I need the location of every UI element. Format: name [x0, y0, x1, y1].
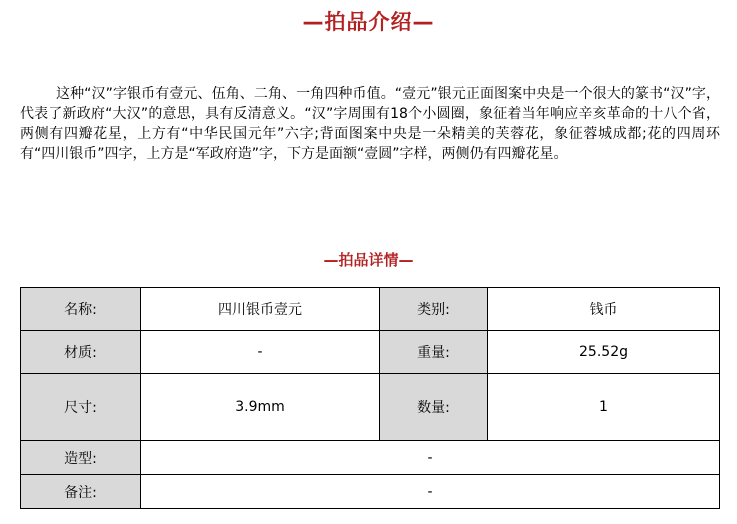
material-value: - — [141, 331, 380, 374]
table-row — [21, 374, 720, 441]
weight-label: 重量: — [380, 331, 488, 374]
table-row — [21, 288, 720, 331]
details-title: —拍品详情— — [323, 251, 414, 269]
category-label: 类别: — [380, 288, 488, 331]
table-row — [21, 441, 720, 475]
table-row — [21, 331, 720, 374]
material-label: 材质: — [21, 331, 141, 374]
remarks-value: - — [141, 475, 720, 509]
intro-title: —拍品介绍— — [302, 10, 435, 34]
shape-value: - — [141, 441, 720, 475]
table-row — [21, 475, 720, 509]
remarks-label: 备注: — [21, 475, 141, 509]
size-value: 3.9mm — [141, 374, 380, 441]
name-value: 四川银币壹元 — [141, 288, 380, 331]
size-label: 尺寸: — [21, 374, 141, 441]
name-label: 名称: — [21, 288, 141, 331]
shape-label: 造型: — [21, 441, 141, 475]
weight-value: 25.52g — [488, 331, 720, 374]
quantity-label: 数量: — [380, 374, 488, 441]
details-table — [20, 287, 720, 509]
intro-paragraph: 这种“汉”字银币有壹元、伍角、二角、一角四种币值。“壹元”银元正面图案中央是一个很大的篆书“汉”字，代表了新政府“大汉”的意思，具有反清意义。“汉”字周围有18个小圆圈，象征着当年响应辛亥革命的十八个省，两侧有四瓣花星，上方有“中华民国元年”六字;背面图案中央是一朵精美的芙蓉花，象征蓉城成都;花的四周环有“四川银币”四字，上方是“军政府造”字，下方是面额“壹圆”字样，两侧仍有四瓣花星。 — [20, 86, 720, 162]
category-value: 钱币 — [488, 288, 720, 331]
quantity-value: 1 — [488, 374, 720, 441]
